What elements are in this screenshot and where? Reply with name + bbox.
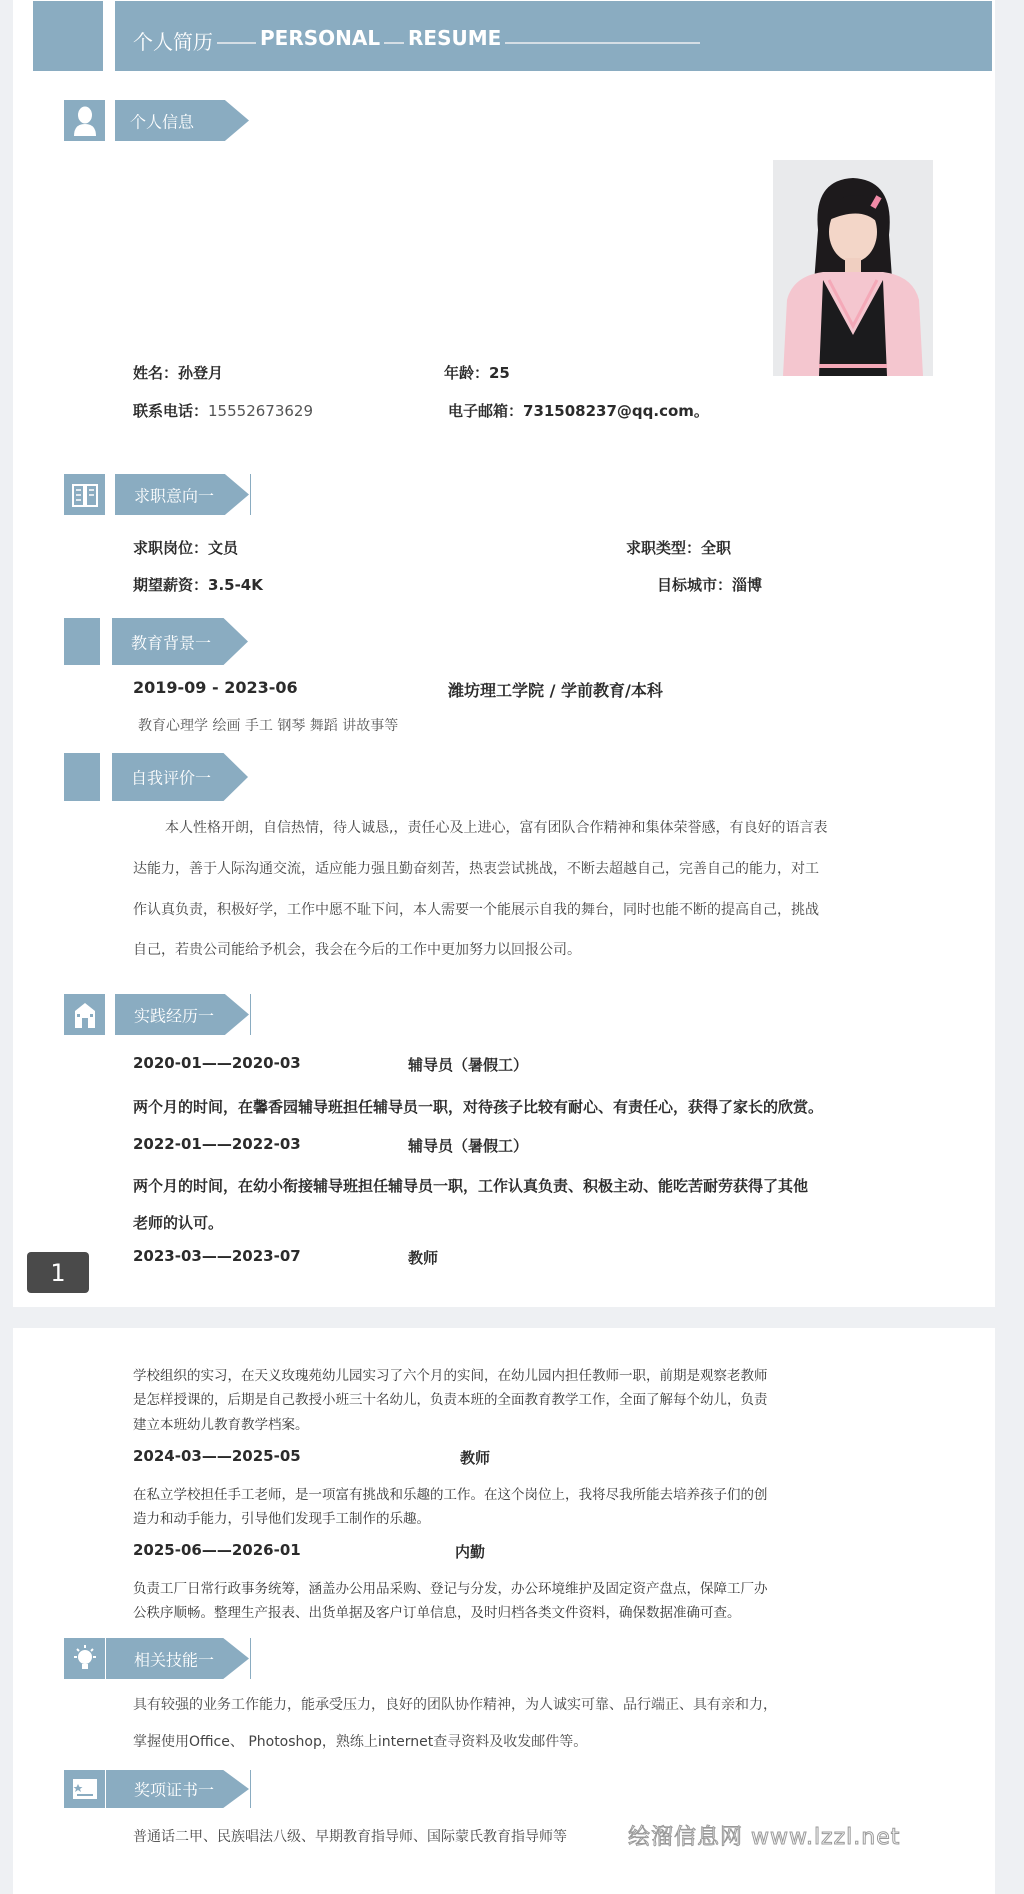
practice-role: 教师 <box>408 1249 439 1267</box>
header-title-cn: 个人简历 <box>129 26 217 55</box>
practice-desc: 两个月的时间，在馨香园辅导班担任辅导员一职，对待孩子比较有耐心、有责任心，获得了家长的欣赏。 <box>133 1098 824 1116</box>
phone-value: 15552673629 <box>208 402 313 420</box>
practice-desc: 学校组织的实习，在天义玫瑰苑幼儿园实习了六个月的实间，在幼儿园内担任教师一职，前期是观察老教师 <box>133 1368 768 1384</box>
section-title: 求职意向一 <box>134 486 215 505</box>
blank-icon-box <box>64 618 100 665</box>
self-eval-line: 自己，若贵公司能给予机会，我会在今后的工作中更加努力以回报公司。 <box>133 942 581 958</box>
email-field: 电子邮箱：731508237@qq.com。 <box>448 402 709 420</box>
practice-role: 辅导员（暑假工） <box>408 1056 529 1074</box>
practice-period: 2024-03——2025-05 <box>133 1447 301 1465</box>
book-icon <box>64 474 105 515</box>
practice-desc: 是怎样授课的，后期是自己教授小班三十名幼儿，负责本班的全面教育教学工作，全面了解每个幼儿，负责 <box>133 1392 768 1408</box>
section-title: 教育背景一 <box>131 633 212 652</box>
section-title: 自我评价一 <box>131 768 212 788</box>
section-header-education <box>64 618 249 665</box>
person-icon <box>64 100 105 141</box>
section-header-practice <box>64 994 249 1035</box>
section-header-skills <box>64 1638 249 1679</box>
self-eval-line: 作认真负责，积极好学，工作中愿不耻下问，本人需要一个能展示自我的舞台，同时也能不断的提高自己，挑战 <box>133 902 819 918</box>
city-field: 目标城市：淄博 <box>657 576 763 594</box>
practice-role: 教师 <box>460 1449 491 1467</box>
edu-period: 2019-09 - 2023-06 <box>133 678 298 697</box>
blank-icon-box <box>64 753 100 801</box>
job-type-field: 求职类型：全职 <box>626 539 732 557</box>
lightbulb-icon <box>64 1638 105 1679</box>
edu-school: 潍坊理工学院 / 学前教育/本科 <box>448 681 663 700</box>
practice-desc: 负责工厂日常行政事务统筹，涵盖办公用品采购、登记与分发，办公环境维护及固定资产盘点，保障工厂办 <box>133 1581 768 1597</box>
section-title: 相关技能一 <box>134 1650 215 1669</box>
phone-field <box>133 400 313 421</box>
self-eval-line: 本人性格开朗，自信热情，待人诚恳,，责任心及上进心，富有团队合作精神和集体荣誉感，有良好的语言表 <box>165 820 828 836</box>
watermark: 绘溜信息网 www.lzzl.net <box>628 1825 901 1850</box>
practice-desc: 两个月的时间，在幼小衔接辅导班担任辅导员一职，工作认真负责、积极主动、能吃苦耐劳获得了其他 <box>133 1177 809 1195</box>
profile-photo <box>773 160 933 376</box>
practice-role: 辅导员（暑假工） <box>408 1137 529 1155</box>
section-title: 个人信息 <box>130 112 195 131</box>
header-left-block <box>33 1 103 71</box>
section-header-self-eval <box>64 753 249 801</box>
header-title-en-2: RESUME <box>404 26 505 50</box>
practice-desc: 在私立学校担任手工老师，是一项富有挑战和乐趣的工作。在这个岗位上，我将尽我所能去培养孩子们的创 <box>133 1487 768 1503</box>
section-title: 实践经历一 <box>134 1006 215 1025</box>
section-header-intent <box>64 474 249 515</box>
practice-desc: 公秩序顺畅。整理生产报表、出货单据及客户订单信息，及时归档各类文件资料，确保数据准确可查。 <box>133 1605 741 1621</box>
edu-courses: 教育心理学 绘画 手工 钢琴 舞蹈 讲故事等 <box>138 718 399 734</box>
position-field: 求职岗位：文员 <box>133 539 239 557</box>
section-header-awards <box>64 1770 249 1808</box>
skills-line: 掌握使用Office、 Photoshop，熟练上internet查寻资料及收发邮件等。 <box>133 1734 588 1750</box>
awards-text: 普通话二甲、民族唱法八级、早期教育指导师、国际蒙氏教育指导师等 <box>133 1829 567 1845</box>
salary-field: 期望薪资：3.5-4K <box>133 576 263 594</box>
self-eval-line: 达能力，善于人际沟通交流，适应能力强且勤奋刻苦，热衷尝试挑战，不断去超越自己，完善自己的能力，对工 <box>133 861 819 877</box>
age-field: 年龄：25 <box>444 364 510 382</box>
certificate-icon <box>64 1770 105 1808</box>
practice-role: 内勤 <box>455 1543 486 1561</box>
practice-period: 2023-03——2023-07 <box>133 1247 301 1265</box>
practice-desc: 老师的认可。 <box>133 1214 224 1232</box>
practice-period: 2025-06——2026-01 <box>133 1541 301 1559</box>
page-number-badge[interactable]: 1 <box>27 1252 89 1293</box>
practice-period: 2020-01——2020-03 <box>133 1054 301 1072</box>
phone-label: 联系电话： <box>133 402 209 420</box>
header-bar <box>115 1 992 71</box>
practice-desc: 建立本班幼儿教育教学档案。 <box>133 1417 309 1433</box>
section-header-info <box>64 100 249 141</box>
practice-desc: 造力和动手能力，引导他们发现手工制作的乐趣。 <box>133 1511 430 1527</box>
section-title: 奖项证书一 <box>134 1780 215 1800</box>
building-icon <box>64 994 105 1035</box>
skills-line: 具有较强的业务工作能力，能承受压力，良好的团队协作精神，为人诚实可靠、品行端正、具有亲和力， <box>133 1697 777 1713</box>
practice-period: 2022-01——2022-03 <box>133 1135 301 1153</box>
name-field: 姓名：孙登月 <box>133 364 224 382</box>
header-title-en-1: PERSONAL <box>256 26 384 50</box>
